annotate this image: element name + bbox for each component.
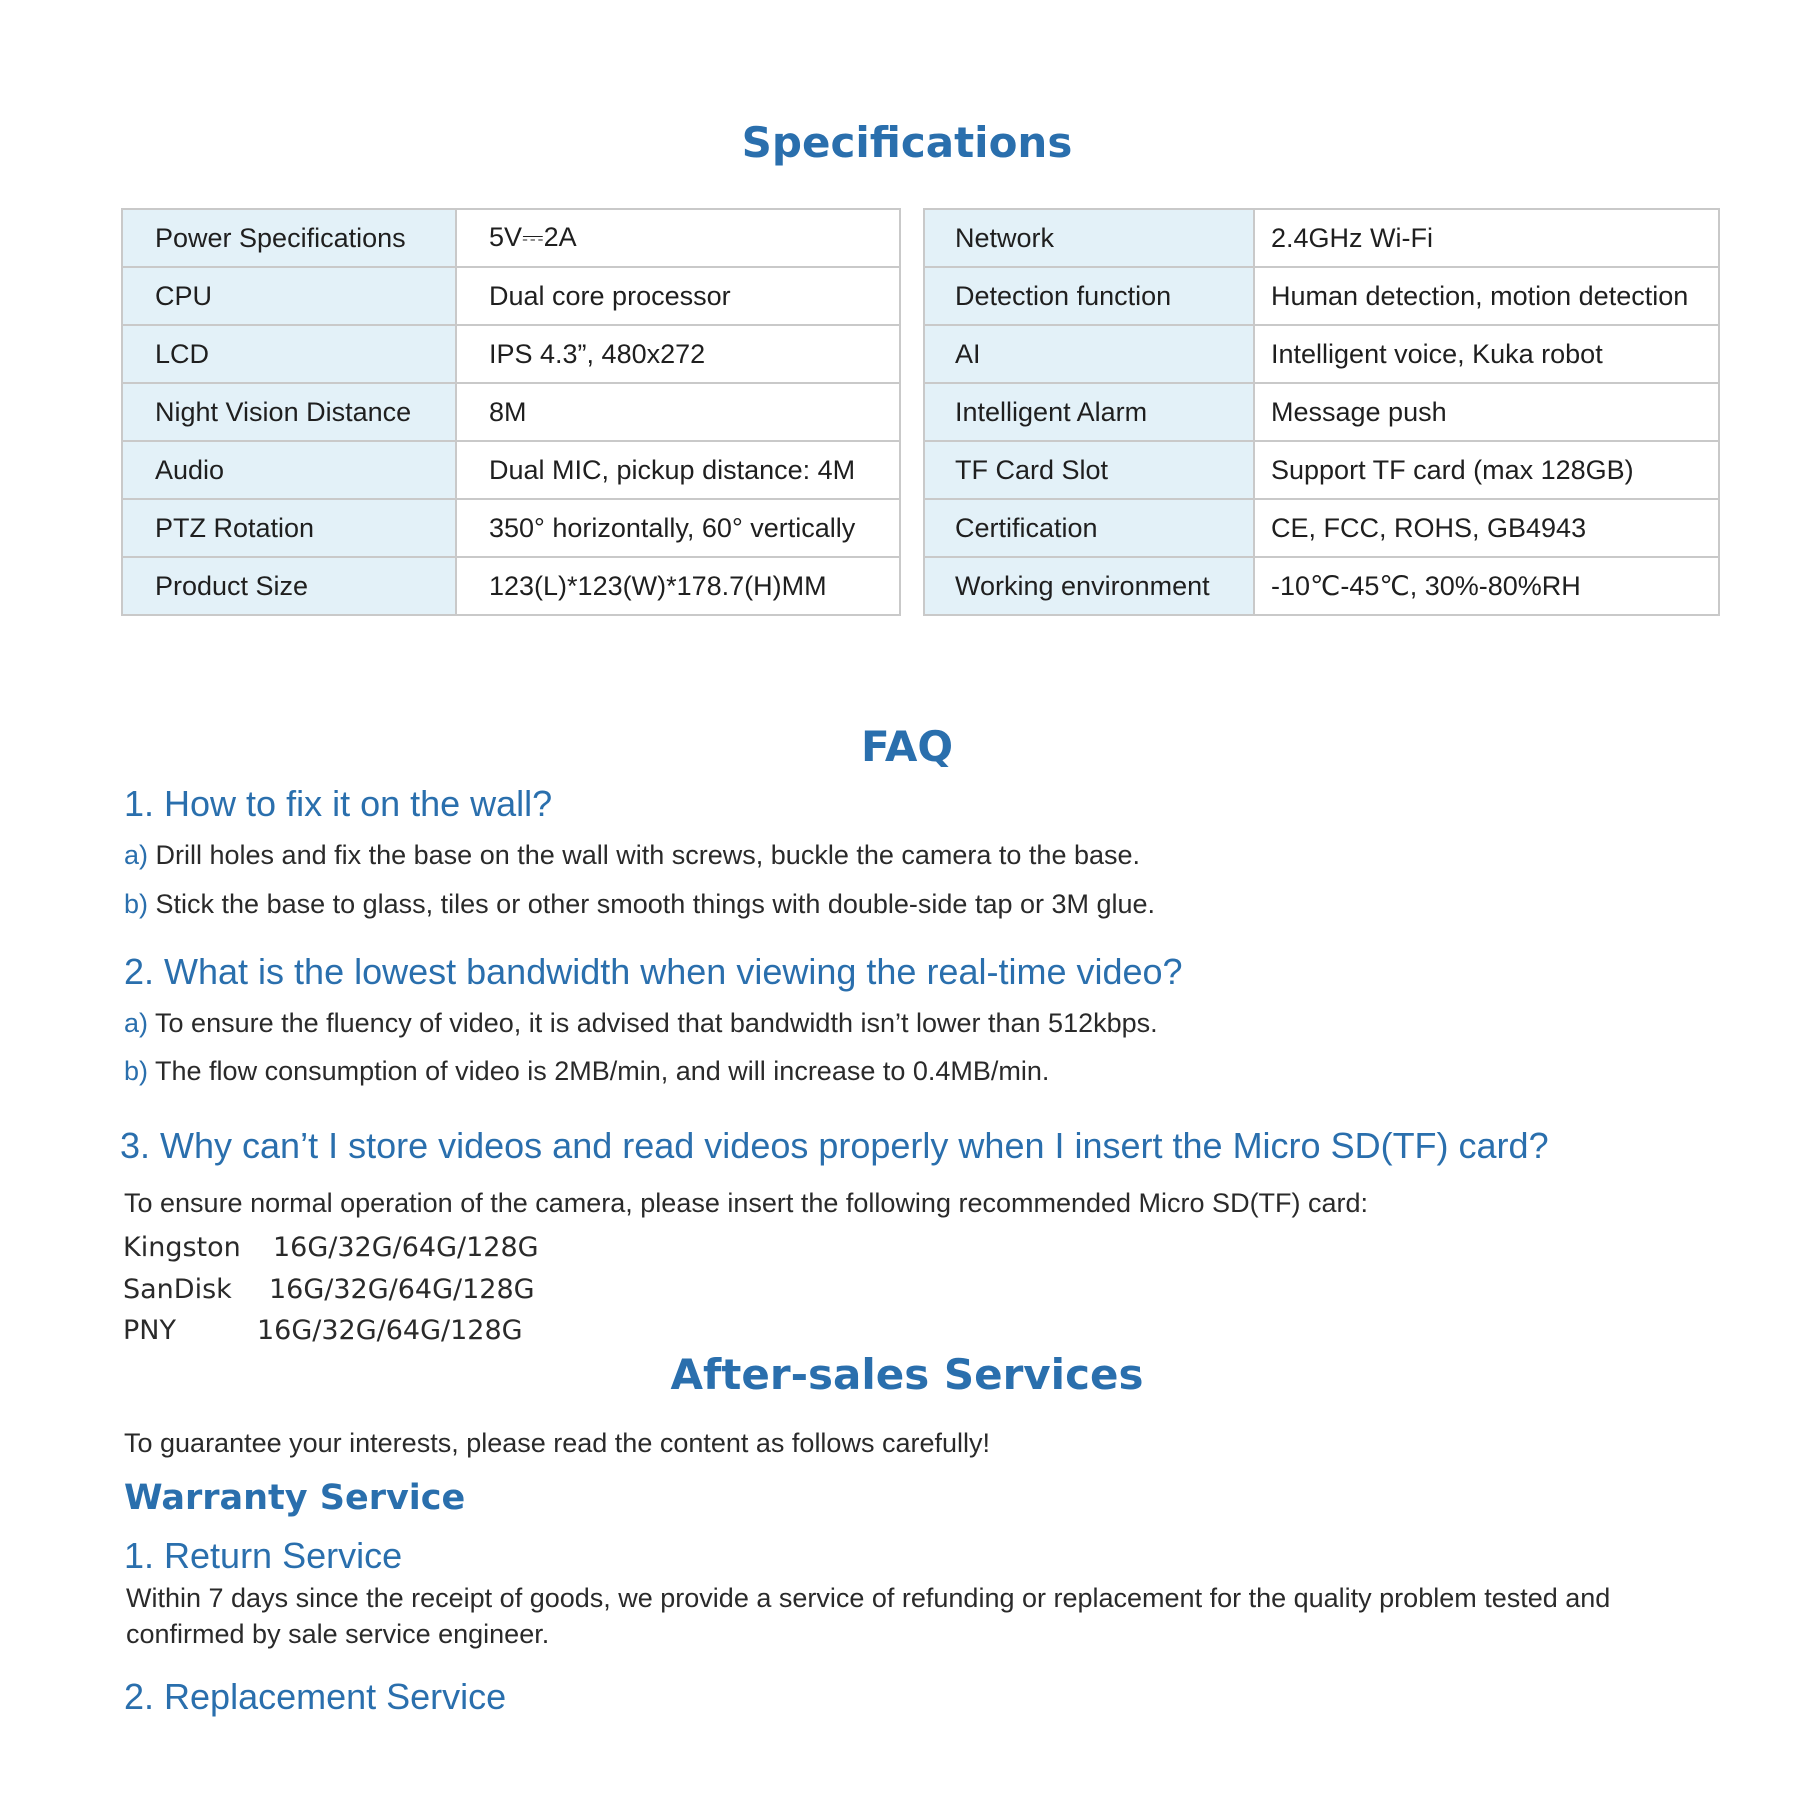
spec-value: 350° horizontally, 60° vertically <box>456 499 900 557</box>
card-brand: Kingston <box>123 1232 241 1263</box>
spec-value: 2.4GHz Wi-Fi <box>1254 209 1719 267</box>
spec-key: Power Specifications <box>122 209 456 267</box>
spec-value: Dual MIC, pickup distance: 4M <box>456 441 900 499</box>
spec-value: 123(L)*123(W)*178.7(H)MM <box>456 557 900 615</box>
spec-key: Intelligent Alarm <box>924 383 1254 441</box>
spec-value: Dual core processor <box>456 267 900 325</box>
spec-value: 8M <box>456 383 900 441</box>
faq-answer-1b <box>124 889 1155 920</box>
card-brand: SanDisk <box>123 1274 232 1305</box>
table-row <box>924 209 1719 267</box>
table-row <box>924 383 1719 441</box>
card-sizes: 16G/32G/64G/128G <box>273 1232 539 1263</box>
answer-label: a) <box>124 840 149 870</box>
table-row <box>122 267 900 325</box>
answer-label: b) <box>124 1056 149 1086</box>
list-item <box>123 1232 539 1263</box>
replacement-service-title: 2. Replacement Service <box>124 1676 507 1717</box>
spec-value: CE, FCC, ROHS, GB4943 <box>1254 499 1719 557</box>
spec-value: -10℃-45℃, 30%-80%RH <box>1254 557 1719 615</box>
faq-answer-1a <box>124 840 1140 871</box>
answer-text: To ensure the fluency of video, it is advised that bandwidth isn’t lower than 512kbps. <box>148 1008 1158 1038</box>
spec-key: PTZ Rotation <box>122 499 456 557</box>
spec-value: 5V⎓2A <box>456 209 900 267</box>
table-row <box>122 383 900 441</box>
faq-answer-2a <box>124 1008 1158 1039</box>
after-sales-title: After-sales Services <box>670 1350 1144 1399</box>
list-item <box>123 1315 523 1346</box>
table-row <box>122 325 900 383</box>
answer-text: Stick the base to glass, tiles or other smooth things with double-side tap or 3M glue. <box>148 889 1156 919</box>
card-brand: PNY <box>123 1315 176 1346</box>
faq-question-1: 1. How to fix it on the wall? <box>124 783 553 824</box>
return-service-title: 1. Return Service <box>124 1535 403 1576</box>
spec-key: CPU <box>122 267 456 325</box>
spec-value: Intelligent voice, Kuka robot <box>1254 325 1719 383</box>
faq-answer-2b <box>124 1056 1049 1087</box>
list-item <box>123 1274 535 1305</box>
answer-text: The flow consumption of video is 2MB/min, and will increase to 0.4MB/min. <box>148 1056 1050 1086</box>
spec-key: LCD <box>122 325 456 383</box>
specifications-title: Specifications <box>741 118 1073 167</box>
table-row <box>122 499 900 557</box>
spec-table-left <box>121 208 901 616</box>
spec-value: Message push <box>1254 383 1719 441</box>
table-row <box>122 441 900 499</box>
answer-label: b) <box>124 889 149 919</box>
faq-question-2: 2. What is the lowest bandwidth when viewing the real-time video? <box>124 951 1183 992</box>
spec-key: Working environment <box>924 557 1254 615</box>
spec-value: IPS 4.3”, 480x272 <box>456 325 900 383</box>
card-sizes: 16G/32G/64G/128G <box>257 1315 523 1346</box>
table-row <box>924 325 1719 383</box>
answer-text: Drill holes and fix the base on the wall with screws, buckle the camera to the base. <box>148 840 1141 870</box>
table-row <box>924 499 1719 557</box>
warranty-title: Warranty Service <box>124 1478 466 1518</box>
faq-title: FAQ <box>860 722 954 771</box>
table-row <box>122 557 900 615</box>
spec-key: Detection function <box>924 267 1254 325</box>
spec-key: Night Vision Distance <box>122 383 456 441</box>
card-sizes: 16G/32G/64G/128G <box>269 1274 535 1305</box>
return-service-text: Within 7 days since the receipt of goods, we provide a service of refunding or replacement for the quality problem tested and confirmed by sale service engineer. <box>126 1583 1611 1649</box>
after-sales-intro: To guarantee your interests, please read the content as follows carefully! <box>124 1428 990 1458</box>
spec-key: AI <box>924 325 1254 383</box>
spec-key: Product Size <box>122 557 456 615</box>
faq-question-3: 3. Why can’t I store videos and read videos properly when I insert the Micro SD(TF) card? <box>120 1125 1549 1166</box>
spec-table-right <box>923 208 1720 616</box>
spec-key: Network <box>924 209 1254 267</box>
table-row <box>924 267 1719 325</box>
spec-key: Audio <box>122 441 456 499</box>
table-row <box>122 209 900 267</box>
spec-key: TF Card Slot <box>924 441 1254 499</box>
answer-label: a) <box>124 1008 149 1038</box>
spec-value: Human detection, motion detection <box>1254 267 1719 325</box>
table-row <box>924 441 1719 499</box>
table-row <box>924 557 1719 615</box>
faq-answer-3-intro: To ensure normal operation of the camera, please insert the following recommended Micro SD(TF) card: <box>124 1188 1369 1218</box>
spec-value: Support TF card (max 128GB) <box>1254 441 1719 499</box>
spec-key: Certification <box>924 499 1254 557</box>
